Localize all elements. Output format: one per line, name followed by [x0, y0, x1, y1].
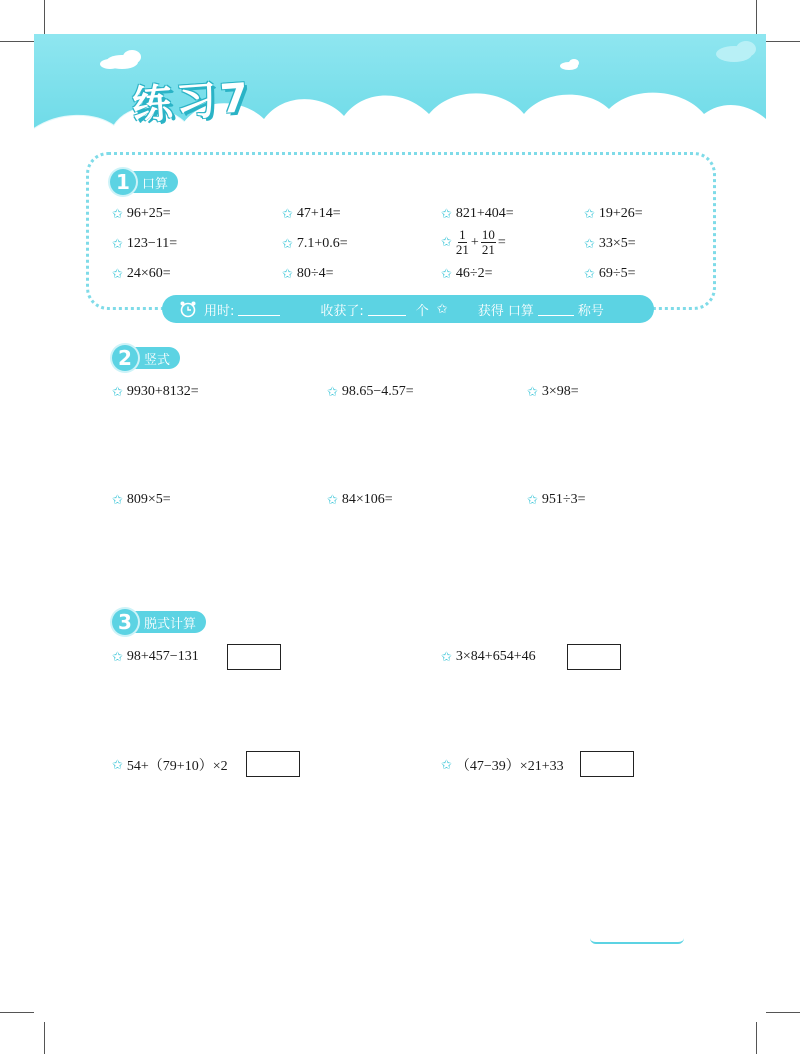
fraction: $\frac{1}{21}$: [455, 227, 469, 257]
oral-problem-fraction: ✩ $\frac{1}{21}$ + $\frac{10}{21}$ =: [441, 227, 506, 257]
answer-box[interactable]: [227, 644, 281, 670]
oral-problem: ✩ 19+26=: [584, 206, 643, 222]
alarm-clock-icon: [178, 299, 198, 319]
oral-problem: ✩ 123−11=: [112, 236, 178, 252]
oral-section-box: [86, 152, 716, 310]
title-suffix: 称号: [577, 303, 604, 319]
oral-problem: ✩ 7.1+0.6=: [282, 236, 348, 252]
crop-mark: [44, 1022, 45, 1054]
star-icon: ✩: [282, 236, 293, 252]
stepwise-problem: ✩ 3×84+654+46: [441, 649, 536, 665]
star-icon: ✩: [441, 757, 452, 773]
star-icon: ✩: [112, 384, 123, 400]
crop-mark: [0, 1012, 34, 1013]
oral-problem: ✩ 33×5=: [584, 236, 636, 252]
crop-mark: [756, 1022, 757, 1054]
answer-box[interactable]: [246, 751, 300, 777]
oral-problem: ✩ 46÷2=: [441, 266, 493, 282]
star-icon: ✩: [327, 384, 338, 400]
fraction: $\frac{10}{21}$: [481, 227, 495, 257]
crop-mark: [756, 0, 757, 34]
vertical-problem: ✩ 98.65−4.57=: [327, 384, 414, 400]
star-icon: ✩: [441, 235, 452, 250]
star-icon: ✩: [282, 206, 293, 222]
star-icon: ✩: [584, 236, 595, 252]
page-number-bar: [590, 938, 684, 944]
answer-box[interactable]: [567, 644, 621, 670]
crop-mark: [0, 41, 34, 42]
stepwise-problem: ✩ 54+（79+10）×2: [112, 757, 228, 774]
star-icon: ✩: [112, 649, 123, 665]
time-blank[interactable]: [238, 303, 280, 316]
section-number: 3: [112, 609, 138, 635]
vertical-problem: ✩ 3×98=: [527, 384, 579, 400]
vertical-problem: ✩ 84×106=: [327, 492, 393, 508]
page-title: 练习7: [130, 74, 254, 130]
harvest-label: 收获了:: [320, 303, 364, 319]
star-icon: ✩: [327, 492, 338, 508]
section-header-oral: [110, 171, 178, 193]
star-icon: ✩: [112, 236, 123, 252]
title-blank[interactable]: [538, 303, 574, 316]
star-icon: ✩: [584, 206, 595, 222]
star-icon: ✩: [441, 206, 452, 222]
star-icon: ✩: [282, 266, 293, 282]
section-number: 2: [112, 345, 138, 371]
stepwise-problem: ✩ （47−39）×21+33: [441, 757, 564, 774]
section-number: 1: [110, 169, 136, 195]
vertical-problem: ✩ 9930+8132=: [112, 384, 199, 400]
star-icon: ✩: [112, 757, 123, 773]
stepwise-problem: ✩ 98+457−131: [112, 649, 199, 665]
star-icon: ✩: [584, 266, 595, 282]
star-count-blank[interactable]: [368, 303, 406, 316]
vertical-problem: ✩ 951÷3=: [527, 492, 586, 508]
earn-label: 获得 口算: [477, 303, 534, 319]
star-icon: ✩: [112, 206, 123, 222]
star-icon: ✩: [441, 649, 452, 665]
star-icon: ✩: [527, 492, 538, 508]
crop-mark: [44, 0, 45, 34]
oral-problem: ✩ 821+404=: [441, 206, 514, 222]
oral-problem: ✩ 47+14=: [282, 206, 341, 222]
star-outline-icon: ✩: [436, 301, 448, 317]
score-bar: [162, 295, 654, 323]
oral-problem: ✩ 24×60=: [112, 266, 171, 282]
answer-box[interactable]: [580, 751, 634, 777]
section-label: 竖式: [128, 347, 180, 369]
star-icon: ✩: [112, 492, 123, 508]
star-icon: ✩: [112, 266, 123, 282]
section-label: 口算: [126, 171, 178, 193]
oral-problem: ✩ 69÷5=: [584, 266, 636, 282]
section-header-stepwise: [112, 611, 206, 633]
vertical-problem: ✩ 809×5=: [112, 492, 171, 508]
oral-problem: ✩ 80÷4=: [282, 266, 334, 282]
section-header-vertical: [112, 347, 180, 369]
star-icon: ✩: [441, 266, 452, 282]
unit-label: 个: [415, 303, 429, 319]
time-label: 用时:: [204, 303, 235, 319]
section-label: 脱式计算: [128, 611, 206, 633]
crop-mark: [766, 41, 800, 42]
crop-mark: [766, 1012, 800, 1013]
star-icon: ✩: [527, 384, 538, 400]
oral-problem: ✩ 96+25=: [112, 206, 171, 222]
